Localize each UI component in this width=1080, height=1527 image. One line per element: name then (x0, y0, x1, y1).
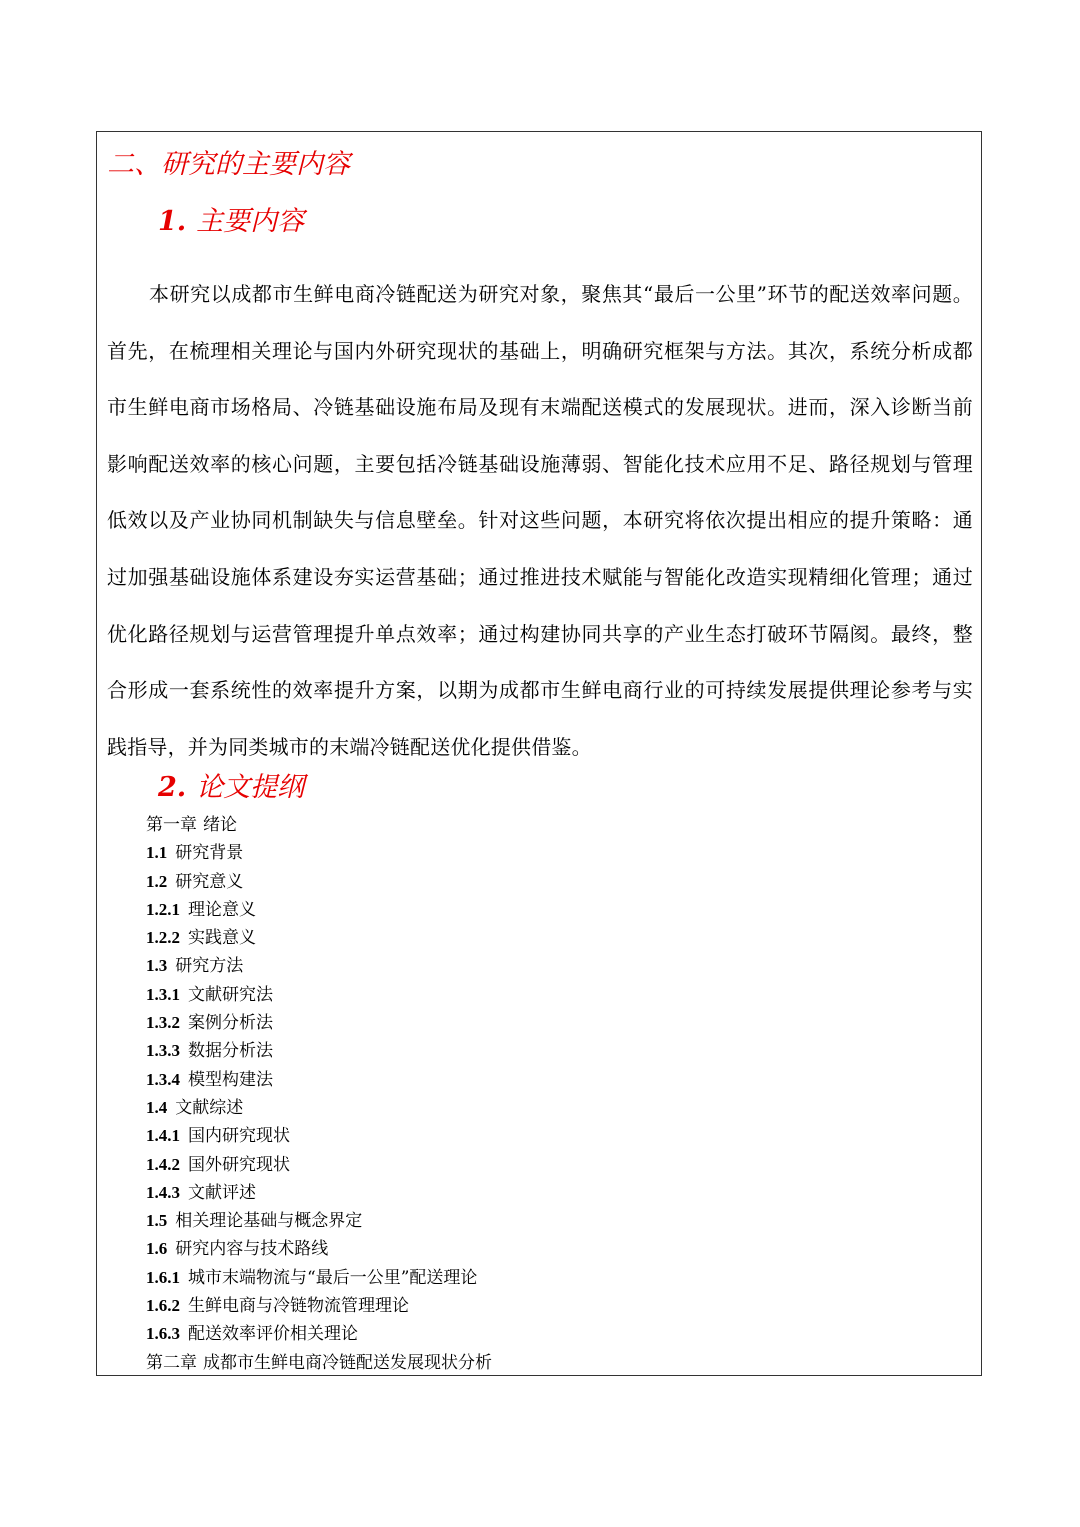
main-content-paragraph: 本研究以成都市生鲜电商冷链配送为研究对象，聚焦其“最后一公里”环节的配送效率问题。首先，在梳理相关理论与国内外研究现状的基础上，明确研究框架与方法。其次，系统分析成都市生鲜电商市场格局、冷链基础设施布局及现有末端配送模式的发展现状。进而，深入诊断当前影响配送效率的核心问题，主要包括冷链基础设施薄弱、智能化技术应用不足、路径规划与管理低效以及产业协同机制缺失与信息壁垒。针对这些问题，本研究将依次提出相应的提升策略：通过加强基础设施体系建设夯实运营基础；通过推进技术赋能与智能化改造实现精细化管理；通过优化路径规划与运营管理提升单点效率；通过构建协同共享的产业生态打破环节隔阂。最终，整合形成一套系统性的效率提升方案，以期为成都市生鲜电商行业的可持续发展提供理论参考与实践指导，并为同类城市的末端冷链配送优化提供借鉴。 (107, 282, 973, 759)
outline-title: 论文提纲 (196, 772, 305, 803)
outline-item (146, 1179, 492, 1207)
outline-item-text: 国外研究现状 (188, 1154, 290, 1175)
outline-item (146, 811, 492, 839)
outline-item-number: 1.3.3 (146, 1041, 180, 1061)
outline-item (146, 896, 492, 924)
outline-item-number: 1.5 (146, 1211, 168, 1231)
outline-item-number: 1.4.3 (146, 1182, 180, 1202)
outline-item-text: 文献研究法 (188, 984, 273, 1005)
outline-item-text: 生鲜电商与冷链物流管理理论 (188, 1296, 409, 1317)
outline-item (146, 1151, 492, 1179)
outline-item (146, 1207, 492, 1235)
outline-number: 2. (158, 772, 187, 803)
outline-item-number: 1.6.3 (146, 1324, 180, 1344)
outline-item (146, 839, 492, 867)
outline-item-number: 1.6.1 (146, 1267, 180, 1287)
outline-item-number: 第二章 (146, 1352, 197, 1372)
outline-item-text: 城市末端物流与“最后一公里”配送理论 (188, 1267, 478, 1288)
outline-item-text: 实践意义 (188, 928, 256, 949)
outline-item (146, 924, 492, 952)
outline-item-text: 研究意义 (175, 871, 244, 892)
outline-item-text: 案例分析法 (188, 1013, 273, 1034)
outline-item (146, 868, 492, 896)
outline-item-number: 1.3.4 (146, 1069, 180, 1089)
outline-item-text: 研究内容与技术路线 (175, 1239, 329, 1260)
outline-item-number: 1.2.1 (146, 899, 180, 919)
outline-item-text: 国内研究现状 (188, 1126, 290, 1147)
outline-item-text: 成都市生鲜电商冷链配送发展现状分析 (203, 1352, 492, 1373)
outline-item-text: 理论意义 (188, 899, 256, 920)
main-content-title: 主要内容 (196, 206, 305, 237)
outline-item (146, 1235, 492, 1263)
outline-item-number: 第一章 (146, 815, 197, 834)
outline-item-number: 1.2 (146, 871, 168, 891)
outline-item (146, 1349, 492, 1377)
outline-item-number: 1.3.2 (146, 1013, 180, 1033)
outline-item-text: 数据分析法 (188, 1041, 273, 1062)
outline-item-number: 1.4.2 (146, 1154, 180, 1174)
outline-item (146, 1037, 492, 1065)
outline-item (146, 1066, 492, 1094)
section-heading: 二、研究的主要内容 (107, 149, 350, 180)
outline-item-number: 1.4 (146, 1097, 168, 1117)
outline-item (146, 952, 492, 980)
outline-item-text: 配送效率评价相关理论 (188, 1324, 358, 1345)
outline-item-text: 研究背景 (175, 843, 244, 864)
outline-item-number: 1.2.2 (146, 928, 180, 948)
outline-heading (158, 765, 304, 804)
outline-item-number: 1.4.1 (146, 1126, 180, 1146)
outline-item-number: 1.3.1 (146, 984, 180, 1004)
outline-item (146, 1292, 492, 1320)
outline-item-text: 相关理论基础与概念界定 (175, 1211, 363, 1232)
outline-item (146, 1094, 492, 1122)
outline-item-number: 1.1 (146, 843, 168, 863)
outline-item (146, 1320, 492, 1348)
outline-item-text: 绪论 (203, 815, 237, 835)
outline-item-number: 1.3 (146, 956, 168, 976)
main-content-heading (158, 199, 304, 238)
outline-item-number: 1.6.2 (146, 1296, 180, 1316)
outline-item (146, 1009, 492, 1037)
outline-item (146, 1122, 492, 1150)
outline-item (146, 1264, 492, 1292)
outline-item-text: 文献评述 (188, 1182, 256, 1203)
outline-item-text: 研究方法 (175, 956, 244, 977)
outline-item-text: 模型构建法 (188, 1069, 273, 1090)
outline-list (146, 811, 492, 1377)
outline-item-number: 1.6 (146, 1239, 168, 1259)
outline-item-text: 文献综述 (175, 1097, 244, 1118)
main-content-number: 1. (158, 206, 187, 237)
outline-item (146, 981, 492, 1009)
